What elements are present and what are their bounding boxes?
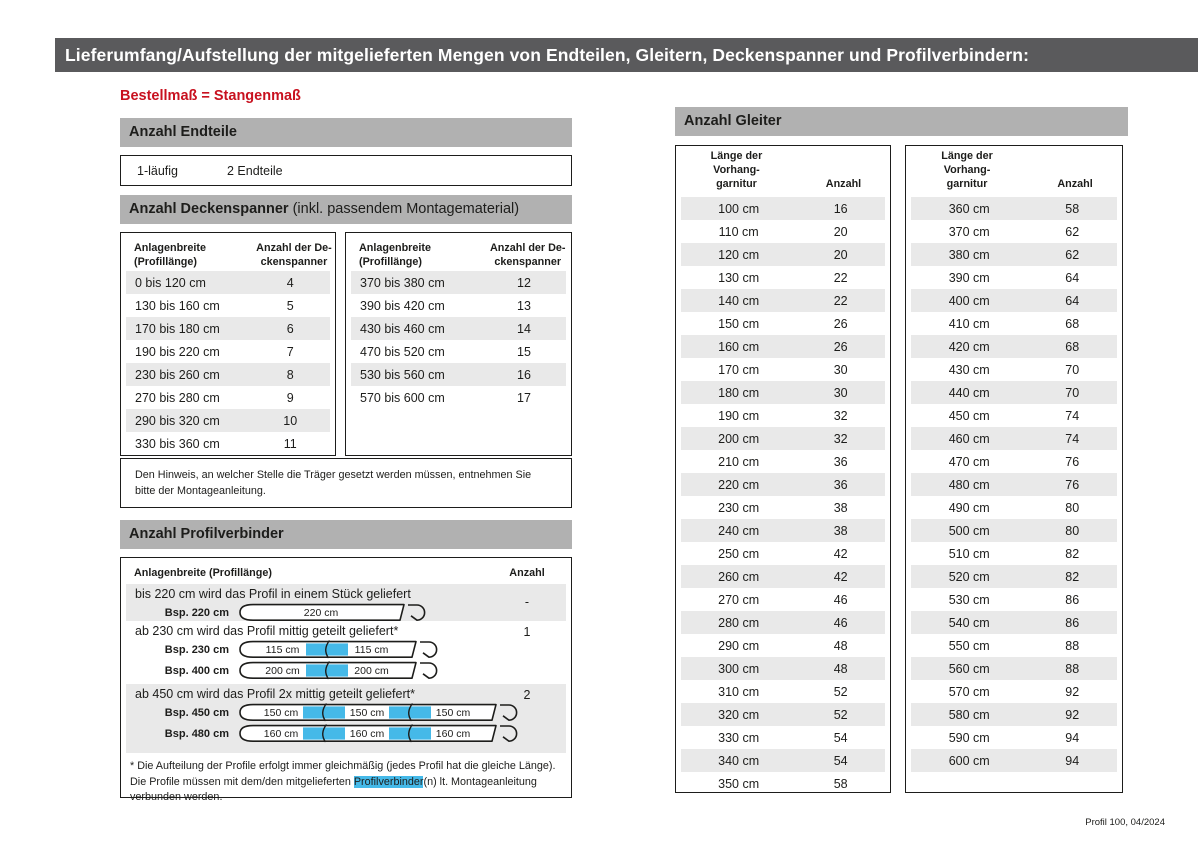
anzahl-value: 2 xyxy=(523,688,531,702)
table-row: 290 cm 48 xyxy=(718,638,848,653)
table-row: 150 cm 26 xyxy=(718,316,848,331)
col-anzahl: Anzahl xyxy=(1057,177,1093,190)
table-row: 490 cm 80 xyxy=(948,500,1080,515)
table-row: 250 cm 42 xyxy=(718,546,848,561)
document-footer: Profil 100, 04/2024 xyxy=(1085,817,1165,828)
profile-diagram-line: Bsp. 450 cm 150 cm 150 cm 150 cm xyxy=(126,703,566,722)
deckenspanner-left-rows xyxy=(121,271,335,455)
col-anlagenbreite: Anlagenbreite (Profillänge) xyxy=(359,242,431,269)
table-row: 290 bis 320 cm 10 xyxy=(126,409,330,432)
section-header-deckenspanner-bold: Anzahl Deckenspanner xyxy=(129,201,289,217)
profile-rail-diagram xyxy=(238,603,429,622)
table-row: 190 cm 32 xyxy=(718,408,848,423)
table-row: 320 cm 52 xyxy=(681,703,885,726)
svg-text:115 cm: 115 cm xyxy=(354,644,389,657)
table-row: 550 cm 88 xyxy=(948,638,1080,653)
deckenspanner-table-right xyxy=(345,232,572,456)
table-row: 200 cm 32 xyxy=(681,427,885,450)
table-row: 530 cm 86 xyxy=(948,592,1080,607)
gleiter-right-rows xyxy=(906,197,1122,772)
svg-text:220 cm: 220 cm xyxy=(303,607,339,620)
table-row: 370 cm 62 xyxy=(948,224,1080,239)
svg-text:160 cm: 160 cm xyxy=(263,728,299,741)
table-row: 270 cm 46 xyxy=(718,592,848,607)
profilverbinder-highlight: Profilverbinder xyxy=(353,775,424,788)
section-header-gleiter-label: Anzahl Gleiter xyxy=(684,113,782,129)
table-row: 480 cm 76 xyxy=(911,473,1117,496)
table-row: 470 cm 76 xyxy=(948,454,1080,469)
profilverbinder-footnote: * Die Aufteilung der Profile erfolgt immer gleichmäßig (jedes Profil hat die gleiche Länge). Die Profile müssen mit dem/den mitgelieferten Profilverbinder(n) lt. Montageanleitung verbunden werden. xyxy=(130,760,556,804)
table-row: 470 bis 520 cm 15 xyxy=(360,344,531,359)
table-row: 260 cm 42 xyxy=(681,565,885,588)
svg-text:160 cm: 160 cm xyxy=(435,728,471,741)
table-row: 570 cm 92 xyxy=(948,684,1080,699)
table-row: 510 cm 82 xyxy=(948,546,1080,561)
profilverbinder-row-1: bis 220 cm wird das Profil in einem Stück geliefert - Bsp. 220 cm 220 cm xyxy=(126,584,566,621)
table-row: 160 cm 26 xyxy=(681,335,885,358)
table-row: 450 cm 74 xyxy=(948,408,1080,423)
table-row: 0 bis 120 cm 4 xyxy=(126,271,330,294)
table-row: 500 cm 80 xyxy=(911,519,1117,542)
col-vorhanggarnitur-laenge: Länge der Vorhang- garnitur xyxy=(710,149,763,190)
svg-text:150 cm: 150 cm xyxy=(349,707,385,720)
table-row: 190 bis 220 cm 7 xyxy=(135,344,294,359)
deckenspanner-table-right-header xyxy=(346,233,571,271)
table-row: 390 bis 420 cm 13 xyxy=(360,298,531,313)
col-vorhanggarnitur-laenge: Länge der Vorhang- garnitur xyxy=(941,149,993,190)
profile-diagram-line: Bsp. 400 cm 200 cm 200 cm xyxy=(126,661,566,680)
table-row: 340 cm 54 xyxy=(681,749,885,772)
table-row: 460 cm 74 xyxy=(911,427,1117,450)
table-row: 600 cm 94 xyxy=(911,749,1117,772)
table-row: 180 cm 30 xyxy=(681,381,885,404)
col-anzahl-deckenspanner: Anzahl der De- ckenspanner xyxy=(489,242,566,269)
svg-text:200 cm: 200 cm xyxy=(354,665,389,678)
endteile-row-label: 1-läufig xyxy=(137,163,178,178)
table-row: 330 bis 360 cm 11 xyxy=(135,436,297,451)
svg-text:150 cm: 150 cm xyxy=(263,707,299,720)
table-row: 590 cm 94 xyxy=(948,730,1080,745)
col-anzahl: Anzahl xyxy=(509,567,545,579)
table-row: 300 cm 48 xyxy=(681,657,885,680)
gleiter-table-right-header xyxy=(906,146,1122,197)
page-title: Lieferumfang/Aufstellung der mitgelieferten Mengen von Endteilen, Gleitern, Deckenspanner und Profilverbindern: xyxy=(55,38,1198,72)
table-row: 560 cm 88 xyxy=(911,657,1117,680)
order-measure-note: Bestellmaß = Stangenmaß xyxy=(120,88,301,104)
table-row: 230 bis 260 cm 8 xyxy=(126,363,330,386)
gleiter-table-left-header xyxy=(676,146,890,197)
deckenspanner-note: Den Hinweis, an welcher Stelle die Träger gesetzt werden müssen, entnehmen Sie bitte der Montageanleitung. xyxy=(120,458,572,508)
col-anzahl: Anzahl xyxy=(825,177,862,190)
table-row: 430 bis 460 cm 14 xyxy=(351,317,566,340)
table-row: 440 cm 70 xyxy=(911,381,1117,404)
profile-rail-diagram xyxy=(238,640,441,659)
profilverbinder-row-2: ab 230 cm wird das Profil mittig geteilt geliefert* 1 Bsp. 230 cm 115 cm 115 cm Bsp. 400 cm 200 cm 200 cm xyxy=(126,621,566,684)
table-row: 580 cm 92 xyxy=(911,703,1117,726)
table-row: 530 bis 560 cm 16 xyxy=(351,363,566,386)
col-anzahl-deckenspanner: Anzahl der De- ckenspanner xyxy=(256,242,332,269)
table-row: 390 cm 64 xyxy=(948,270,1080,285)
profile-diagram-line: Bsp. 230 cm 115 cm 115 cm xyxy=(126,640,566,659)
svg-text:115 cm: 115 cm xyxy=(265,644,300,657)
table-row: 130 bis 160 cm 5 xyxy=(135,298,294,313)
table-row: 420 cm 68 xyxy=(911,335,1117,358)
table-row: 360 cm 58 xyxy=(911,197,1117,220)
profile-diagram-line: Bsp. 220 cm 220 cm xyxy=(126,603,566,622)
table-row: 410 cm 68 xyxy=(948,316,1080,331)
table-row: 400 cm 64 xyxy=(911,289,1117,312)
table-row: 210 cm 36 xyxy=(718,454,848,469)
table-row: 350 cm 58 xyxy=(718,776,848,791)
table-row: 520 cm 82 xyxy=(911,565,1117,588)
col-anlagenbreite: Anlagenbreite (Profillänge) xyxy=(134,242,206,269)
table-row: 230 cm 38 xyxy=(718,500,848,515)
anzahl-value: 1 xyxy=(523,625,531,639)
svg-text:160 cm: 160 cm xyxy=(349,728,385,741)
table-row: 220 cm 36 xyxy=(681,473,885,496)
gleiter-left-rows xyxy=(676,197,890,795)
table-row: 270 bis 280 cm 9 xyxy=(135,390,294,405)
profile-rail-diagram xyxy=(238,703,521,722)
table-row: 120 cm 20 xyxy=(681,243,885,266)
section-header-profilverbinder-label: Anzahl Profilverbinder xyxy=(129,526,284,542)
table-row: 310 cm 52 xyxy=(718,684,848,699)
table-row: 280 cm 46 xyxy=(681,611,885,634)
table-row: 370 bis 380 cm 12 xyxy=(351,271,566,294)
table-row: 130 cm 22 xyxy=(718,270,848,285)
table-row: 540 cm 86 xyxy=(911,611,1117,634)
profile-diagram-line: Bsp. 480 cm 160 cm 160 cm 160 cm xyxy=(126,724,566,743)
section-header-deckenspanner-rest: (inkl. passendem Montagematerial) xyxy=(288,201,520,217)
table-row: 110 cm 20 xyxy=(718,224,848,239)
gleiter-table-right xyxy=(905,145,1123,793)
anzahl-value: - xyxy=(524,595,530,609)
section-header-deckenspanner xyxy=(120,195,572,224)
table-row: 240 cm 38 xyxy=(681,519,885,542)
section-header-profilverbinder xyxy=(120,520,572,549)
table-row: 380 cm 62 xyxy=(911,243,1117,266)
table-row: 170 cm 30 xyxy=(718,362,848,377)
profilverbinder-table xyxy=(120,557,572,804)
table-row: 140 cm 22 xyxy=(681,289,885,312)
section-header-gleiter xyxy=(675,107,1128,136)
table-row: 100 cm 16 xyxy=(681,197,885,220)
svg-text:200 cm: 200 cm xyxy=(265,665,300,678)
col-anlagenbreite: Anlagenbreite (Profillänge) xyxy=(134,567,272,579)
deckenspanner-table-left xyxy=(120,232,336,456)
svg-text:150 cm: 150 cm xyxy=(435,707,471,720)
table-row: 430 cm 70 xyxy=(948,362,1080,377)
section-header-endteile-label: Anzahl Endteile xyxy=(129,124,237,140)
profilverbinder-row-3: ab 450 cm wird das Profil 2x mittig geteilt geliefert* 2 Bsp. 450 cm 150 cm 150 cm 150 cm Bsp. 480 cm 160 cm 160 cm 160 cm xyxy=(126,684,566,753)
section-header-endteile xyxy=(120,118,572,147)
table-row: 570 bis 600 cm 17 xyxy=(360,390,531,405)
profile-rail-diagram xyxy=(238,661,441,680)
profilverbinder-table-header xyxy=(121,558,571,584)
gleiter-table-left xyxy=(675,145,891,793)
table-row: 330 cm 54 xyxy=(718,730,848,745)
deckenspanner-right-rows xyxy=(346,271,571,409)
table-row: 170 bis 180 cm 6 xyxy=(126,317,330,340)
endteile-row xyxy=(120,155,572,186)
profile-rail-diagram xyxy=(238,724,521,743)
endteile-row-value: 2 Endteile xyxy=(227,163,283,178)
deckenspanner-table-left-header xyxy=(121,233,335,271)
